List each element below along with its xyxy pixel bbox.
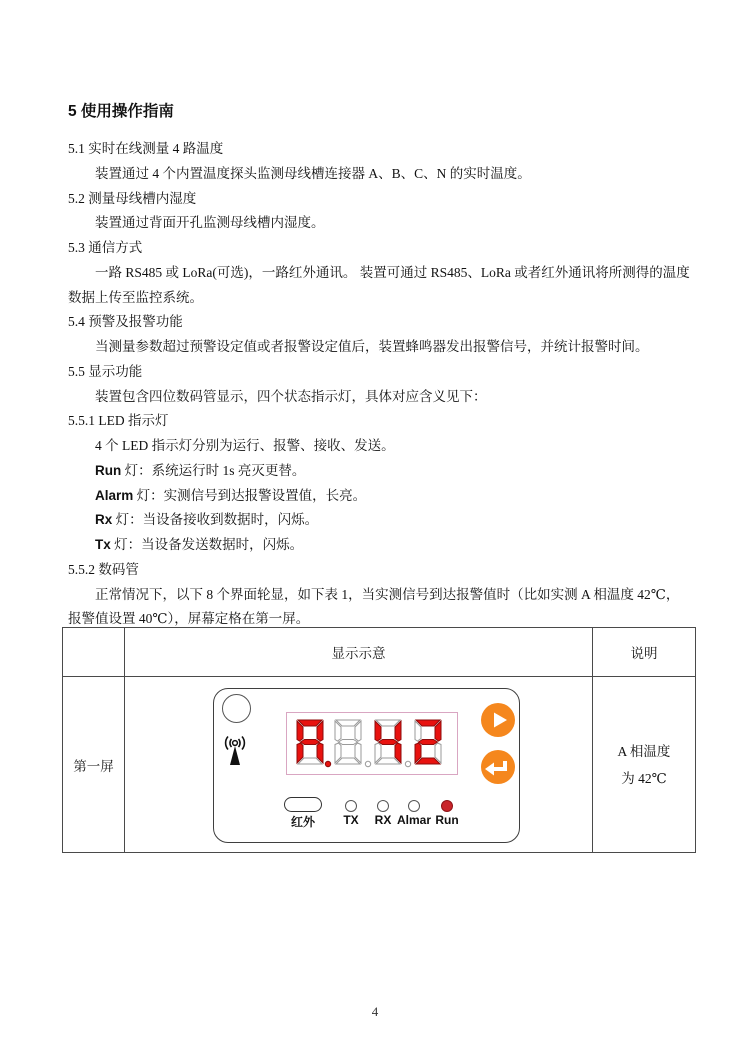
table-cell-figure — [125, 677, 593, 852]
led-run — [441, 800, 453, 812]
led-name-run: Run — [95, 462, 122, 478]
led-name-rx: Rx — [95, 512, 113, 528]
next-button — [481, 703, 515, 737]
seven-segment-display — [286, 712, 458, 775]
led-rx — [377, 800, 389, 812]
description-line: A 相温度 — [617, 743, 671, 759]
led-label-rx: RX — [374, 813, 392, 827]
section-heading-5-1: 5.1 实时在线测量 4 路温度 — [68, 141, 224, 156]
screen-table — [62, 627, 696, 853]
section-paragraph: 装置包含四位数码管显示，四个状态指示灯，具体对应含义见下： — [95, 388, 487, 404]
led-almar — [408, 800, 420, 812]
section-heading-5-2: 5.2 测量母线槽内湿度 — [68, 190, 197, 206]
table-header-note: 说明 — [593, 628, 695, 677]
led-tx — [345, 800, 357, 812]
led-label-run: Run — [435, 813, 459, 827]
section-paragraph: 装置通过背面开孔监测母线槽内湿度。 — [95, 215, 325, 231]
body-text — [68, 100, 692, 632]
table-header-display: 显示示意 — [125, 628, 593, 677]
digit-2 — [335, 720, 361, 764]
play-icon — [481, 703, 515, 737]
led-line-run: Run 灯：系统运行时 1s 亮灭更替。 — [95, 462, 306, 478]
table-cell-description — [593, 677, 695, 852]
digit-4 — [415, 720, 441, 764]
section-paragraph: 一路 RS485 或 LoRa(可选)，一路红外通讯。 装置可通过 RS485、LoRa 或者红外通讯将所测得的温度数据上传至监控系统。 — [68, 264, 690, 305]
enter-button — [481, 750, 515, 784]
led-line-alarm: Alarm 灯：实测信号到达报警设置值，长亮。 — [95, 487, 367, 503]
table-header-empty — [63, 628, 125, 677]
section-paragraph: 正常情况下，以下 8 个界面轮显，如下表 1，当实测信号到达报警值时（比如实测 A 相温度 42℃，报警值设置 40℃），屏幕定格在第一屏。 — [68, 586, 680, 627]
buzzer-hole-icon — [222, 694, 251, 723]
led-line-tx: Tx 灯：当设备发送数据时，闪烁。 — [95, 537, 304, 552]
digit-1 — [297, 720, 323, 764]
section-paragraph: 当测量参数超过预警设定值或者报警设定值后，装置蜂鸣器发出报警信号，并统计报警时间。 — [95, 339, 649, 354]
page-number: 4 — [371, 1004, 379, 1019]
device-panel — [213, 688, 520, 843]
led-label-almar: Almar — [396, 813, 431, 827]
section-heading-5-4: 5.4 预警及报警功能 — [68, 314, 183, 330]
ir-label: 红外 — [290, 815, 315, 829]
led-label-tx: TX — [343, 813, 359, 827]
page-title: 5 使用操作指南 — [68, 103, 174, 120]
section-heading-5-3: 5.3 通信方式 — [68, 240, 143, 255]
ir-window-icon — [284, 797, 322, 812]
section-paragraph: 4 个 LED 指示灯分别为运行、报警、接收、发送。 — [95, 438, 395, 453]
table-cell-screen-label: 第一屏 — [63, 677, 125, 852]
led-line-rx: Rx 灯：当设备接收到数据时，闪烁。 — [95, 512, 319, 528]
led-name-tx: Tx — [95, 537, 111, 552]
description-line: 为 42℃ — [621, 770, 667, 786]
digit-3 — [375, 720, 401, 764]
section-heading-5-5-2: 5.5.2 数码管 — [68, 561, 139, 577]
section-paragraph: 装置通过 4 个内置温度探头监测母线槽连接器 A、B、C、N 的实时温度。 — [95, 165, 531, 181]
led-name-alarm: Alarm — [95, 487, 134, 503]
section-heading-5-5: 5.5 显示功能 — [68, 363, 143, 379]
enter-arrow-icon — [481, 750, 515, 784]
antenna-icon — [221, 732, 249, 770]
section-heading-5-5-1: 5.5.1 LED 指示灯 — [68, 413, 169, 429]
